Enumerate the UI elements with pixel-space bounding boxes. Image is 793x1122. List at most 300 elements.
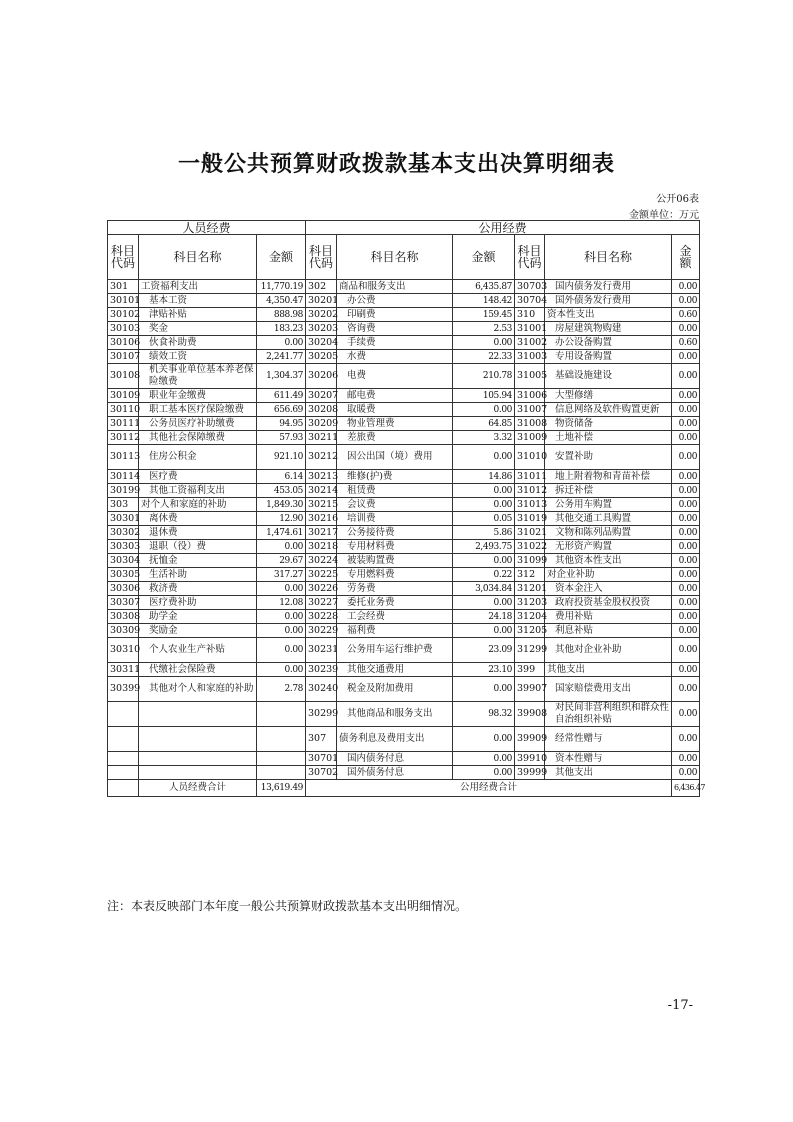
amount-cell: 0.00 — [453, 498, 515, 512]
amount-cell: 23.09 — [453, 638, 515, 663]
code-cell: 30307 — [108, 596, 139, 610]
amount-cell: 105.94 — [453, 389, 515, 403]
code-cell: 31099 — [515, 554, 545, 568]
amount-cell: 23.10 — [453, 663, 515, 677]
code-cell: 312 — [515, 568, 545, 582]
amount-cell: 0.00 — [453, 677, 515, 702]
header-name: 科目名称 — [139, 235, 257, 280]
code-cell: 30106 — [108, 336, 139, 350]
amount-cell: 22.33 — [453, 350, 515, 364]
amount-cell: 2,241.77 — [257, 350, 306, 364]
name-cell: 工会经费 — [337, 610, 453, 624]
code-cell: 31022 — [515, 540, 545, 554]
amount-cell: 453.05 — [257, 484, 306, 498]
amount-cell: 0.00 — [672, 582, 700, 596]
amount-cell: 611.49 — [257, 389, 306, 403]
name-cell: 经常性赠与 — [545, 727, 672, 752]
amount-cell — [257, 752, 306, 766]
table-row — [108, 526, 700, 540]
amount-cell: 1,849.30 — [257, 498, 306, 512]
table-row — [108, 431, 700, 445]
header-amount: 金额 — [257, 235, 306, 280]
name-cell: 费用补贴 — [545, 610, 672, 624]
name-cell: 租赁费 — [337, 484, 453, 498]
amount-cell: 0.00 — [672, 484, 700, 498]
code-cell: 31012 — [515, 484, 545, 498]
amount-cell — [257, 727, 306, 752]
name-cell: 津贴补贴 — [139, 308, 257, 322]
amount-cell: 0.00 — [257, 638, 306, 663]
code-cell: 30218 — [306, 540, 337, 554]
amount-cell: 4,350.47 — [257, 294, 306, 308]
name-cell: 利息补贴 — [545, 624, 672, 638]
name-cell — [139, 702, 257, 727]
code-cell: 30112 — [108, 431, 139, 445]
code-cell: 31009 — [515, 431, 545, 445]
amount-cell: 2.78 — [257, 677, 306, 702]
header-name: 科目名称 — [545, 235, 672, 280]
code-cell: 30239 — [306, 663, 337, 677]
code-cell: 31001 — [515, 322, 545, 336]
amount-cell: 0.00 — [672, 498, 700, 512]
amount-cell: 0.05 — [453, 512, 515, 526]
amount-cell: 317.27 — [257, 568, 306, 582]
code-cell: 30114 — [108, 470, 139, 484]
name-cell: 其他对企业补助 — [545, 638, 672, 663]
amount-cell: 0.60 — [672, 336, 700, 350]
amount-cell: 0.00 — [672, 624, 700, 638]
table-row — [108, 752, 700, 766]
table-row — [108, 554, 700, 568]
table-row — [108, 280, 700, 294]
name-cell: 会议费 — [337, 498, 453, 512]
code-cell: 31203 — [515, 596, 545, 610]
amount-cell: 1,304.37 — [257, 364, 306, 389]
name-cell: 其他资本性支出 — [545, 554, 672, 568]
name-cell: 抚恤金 — [139, 554, 257, 568]
name-cell: 机关事业单位基本养老保险缴费 — [139, 364, 257, 389]
name-cell: 土地补偿 — [545, 431, 672, 445]
name-cell: 职业年金缴费 — [139, 389, 257, 403]
code-cell: 30103 — [108, 322, 139, 336]
name-cell: 对民间非营利组织和群众性自治组织补贴 — [545, 702, 672, 727]
name-cell: 资本金注入 — [545, 582, 672, 596]
amount-cell: 0.00 — [672, 431, 700, 445]
code-cell: 31006 — [515, 389, 545, 403]
name-cell: 债务利息及费用支出 — [337, 727, 453, 752]
name-cell: 其他支出 — [545, 766, 672, 780]
name-cell: 安置补助 — [545, 445, 672, 470]
amount-cell: 0.00 — [672, 294, 700, 308]
table-row — [108, 364, 700, 389]
amount-cell: 3,034.84 — [453, 582, 515, 596]
code-cell: 30226 — [306, 582, 337, 596]
name-cell: 国外债务付息 — [337, 766, 453, 780]
amount-cell: 0.00 — [672, 389, 700, 403]
name-cell: 其他交通工具购置 — [545, 512, 672, 526]
name-cell — [139, 766, 257, 780]
amount-cell: 0.60 — [672, 308, 700, 322]
amount-cell: 24.18 — [453, 610, 515, 624]
code-cell: 31021 — [515, 526, 545, 540]
table-row — [108, 445, 700, 470]
code-cell: 30310 — [108, 638, 139, 663]
code-cell: 30399 — [108, 677, 139, 702]
amount-cell: 14.86 — [453, 470, 515, 484]
name-cell: 被装购置费 — [337, 554, 453, 568]
code-cell: 30108 — [108, 364, 139, 389]
name-cell: 信息网络及软件购置更新 — [545, 403, 672, 417]
code-cell: 30211 — [306, 431, 337, 445]
amount-cell: 0.00 — [453, 766, 515, 780]
name-cell: 其他对个人和家庭的补助 — [139, 677, 257, 702]
code-cell: 302 — [306, 280, 337, 294]
amount-cell: 0.00 — [672, 727, 700, 752]
amount-cell: 0.00 — [672, 540, 700, 554]
code-cell: 31019 — [515, 512, 545, 526]
amount-cell: 6.14 — [257, 470, 306, 484]
amount-cell: 0.00 — [672, 512, 700, 526]
code-cell: 30203 — [306, 322, 337, 336]
footnote: 注：本表反映部门本年度一般公共预算财政拨款基本支出明细情况。 — [107, 899, 468, 913]
name-cell: 离休费 — [139, 512, 257, 526]
amount-cell: 0.22 — [453, 568, 515, 582]
code-cell: 30299 — [306, 702, 337, 727]
table-row — [108, 403, 700, 417]
name-cell: 税金及附加费用 — [337, 677, 453, 702]
code-cell: 30229 — [306, 624, 337, 638]
name-cell: 对企业补助 — [545, 568, 672, 582]
amount-cell: 12.90 — [257, 512, 306, 526]
name-cell: 物资储备 — [545, 417, 672, 431]
code-cell: 30209 — [306, 417, 337, 431]
table-row — [108, 322, 700, 336]
name-cell: 住房公积金 — [139, 445, 257, 470]
code-cell: 30109 — [108, 389, 139, 403]
code-cell: 30111 — [108, 417, 139, 431]
amount-cell: 888.98 — [257, 308, 306, 322]
code-cell: 39910 — [515, 752, 545, 766]
code-cell — [108, 752, 139, 766]
amount-cell — [257, 702, 306, 727]
amount-cell: 0.00 — [257, 624, 306, 638]
code-cell: 30214 — [306, 484, 337, 498]
code-cell: 301 — [108, 280, 139, 294]
name-cell: 国内债务付息 — [337, 752, 453, 766]
code-cell: 399 — [515, 663, 545, 677]
amount-cell: 0.00 — [453, 752, 515, 766]
name-cell: 拆迁补偿 — [545, 484, 672, 498]
code-cell: 30212 — [306, 445, 337, 470]
amount-cell: 0.00 — [672, 470, 700, 484]
amount-cell: 921.10 — [257, 445, 306, 470]
public-total-value: 6,436.47 — [672, 780, 700, 797]
name-cell: 生活补助 — [139, 568, 257, 582]
name-cell: 基本工资 — [139, 294, 257, 308]
name-cell: 因公出国（境）费用 — [337, 445, 453, 470]
amount-cell: 29.67 — [257, 554, 306, 568]
code-cell: 30701 — [306, 752, 337, 766]
amount-cell — [257, 766, 306, 780]
public-total-label: 公用经费合计 — [306, 780, 672, 797]
table-row — [108, 766, 700, 780]
name-cell: 退休费 — [139, 526, 257, 540]
table-row — [108, 294, 700, 308]
unit-label: 金额单位：万元 — [629, 210, 699, 221]
code-cell: 31007 — [515, 403, 545, 417]
amount-cell: 2,493.75 — [453, 540, 515, 554]
name-cell: 电费 — [337, 364, 453, 389]
code-cell: 30231 — [306, 638, 337, 663]
name-cell: 印刷费 — [337, 308, 453, 322]
name-cell: 基础设施建设 — [545, 364, 672, 389]
table-row — [108, 727, 700, 752]
name-cell: 退职（役）费 — [139, 540, 257, 554]
name-cell: 职工基本医疗保险缴费 — [139, 403, 257, 417]
amount-cell: 0.00 — [672, 403, 700, 417]
code-cell: 31205 — [515, 624, 545, 638]
name-cell: 国内债务发行费用 — [545, 280, 672, 294]
amount-cell: 98.32 — [453, 702, 515, 727]
page-number: -17- — [667, 998, 693, 1013]
code-cell: 30110 — [108, 403, 139, 417]
name-cell: 专用燃料费 — [337, 568, 453, 582]
amount-cell: 0.00 — [257, 663, 306, 677]
name-cell: 办公费 — [337, 294, 453, 308]
amount-cell: 0.00 — [453, 554, 515, 568]
amount-cell: 0.00 — [453, 445, 515, 470]
personnel-total-value: 13,619.49 — [257, 780, 306, 797]
name-cell: 福利费 — [337, 624, 453, 638]
code-cell: 30311 — [108, 663, 139, 677]
name-cell: 无形资产购置 — [545, 540, 672, 554]
code-cell: 30309 — [108, 624, 139, 638]
table-row — [108, 336, 700, 350]
code-cell: 30213 — [306, 470, 337, 484]
code-cell: 30216 — [306, 512, 337, 526]
table-row — [108, 677, 700, 702]
code-cell: 30302 — [108, 526, 139, 540]
code-cell: 30217 — [306, 526, 337, 540]
amount-cell: 0.00 — [672, 417, 700, 431]
amount-cell: 1,474.61 — [257, 526, 306, 540]
table-row — [108, 638, 700, 663]
amount-cell: 183.23 — [257, 322, 306, 336]
amount-cell: 148.42 — [453, 294, 515, 308]
name-cell: 个人农业生产补贴 — [139, 638, 257, 663]
name-cell: 房屋建筑物购建 — [545, 322, 672, 336]
amount-cell: 0.00 — [672, 638, 700, 663]
name-cell: 其他支出 — [545, 663, 672, 677]
code-cell: 30702 — [306, 766, 337, 780]
code-cell: 31204 — [515, 610, 545, 624]
header-code: 科目代码 — [515, 235, 545, 280]
table-row — [108, 702, 700, 727]
name-cell: 国家赔偿费用支出 — [545, 677, 672, 702]
name-cell: 培训费 — [337, 512, 453, 526]
table-row — [108, 350, 700, 364]
code-cell: 30228 — [306, 610, 337, 624]
code-cell — [108, 766, 139, 780]
amount-cell: 5.86 — [453, 526, 515, 540]
header-amount: 金额 — [672, 235, 700, 280]
amount-cell: 0.00 — [672, 663, 700, 677]
name-cell: 政府投资基金股权投资 — [545, 596, 672, 610]
code-cell — [108, 702, 139, 727]
table-row — [108, 582, 700, 596]
amount-cell: 0.00 — [257, 610, 306, 624]
code-cell: 39908 — [515, 702, 545, 727]
code-cell: 31010 — [515, 445, 545, 470]
code-cell: 31002 — [515, 336, 545, 350]
header-code: 科目代码 — [108, 235, 139, 280]
amount-cell: 64.85 — [453, 417, 515, 431]
code-cell: 30301 — [108, 512, 139, 526]
code-cell: 30207 — [306, 389, 337, 403]
code-cell: 31013 — [515, 498, 545, 512]
table-row — [108, 498, 700, 512]
code-cell: 307 — [306, 727, 337, 752]
name-cell: 国外债务发行费用 — [545, 294, 672, 308]
code-cell: 31299 — [515, 638, 545, 663]
name-cell: 代缴社会保险费 — [139, 663, 257, 677]
name-cell: 对个人和家庭的补助 — [139, 498, 257, 512]
amount-cell: 0.00 — [257, 582, 306, 596]
name-cell — [139, 727, 257, 752]
table-row — [108, 308, 700, 322]
table-row — [108, 596, 700, 610]
code-cell: 30304 — [108, 554, 139, 568]
amount-cell: 656.69 — [257, 403, 306, 417]
code-cell: 30202 — [306, 308, 337, 322]
table-row — [108, 417, 700, 431]
name-cell: 差旅费 — [337, 431, 453, 445]
amount-cell: 0.00 — [672, 766, 700, 780]
amount-cell: 2.53 — [453, 322, 515, 336]
name-cell: 伙食补助费 — [139, 336, 257, 350]
table-row — [108, 470, 700, 484]
header-code: 科目代码 — [306, 235, 337, 280]
code-cell: 30704 — [515, 294, 545, 308]
code-cell: 303 — [108, 498, 139, 512]
table-row — [108, 568, 700, 582]
table-row — [108, 512, 700, 526]
name-cell: 专用设备购置 — [545, 350, 672, 364]
code-cell: 30101 — [108, 294, 139, 308]
name-cell: 专用材料费 — [337, 540, 453, 554]
code-cell: 39909 — [515, 727, 545, 752]
code-cell: 30206 — [306, 364, 337, 389]
personnel-total-label: 人员经费合计 — [139, 780, 257, 797]
name-cell: 商品和服务支出 — [337, 280, 453, 294]
code-cell: 30107 — [108, 350, 139, 364]
table-row — [108, 540, 700, 554]
code-cell: 30305 — [108, 568, 139, 582]
name-cell: 手续费 — [337, 336, 453, 350]
table-row — [108, 389, 700, 403]
name-cell: 医疗费 — [139, 470, 257, 484]
header-name: 科目名称 — [337, 235, 453, 280]
code-cell: 30215 — [306, 498, 337, 512]
code-cell: 31008 — [515, 417, 545, 431]
code-cell: 30308 — [108, 610, 139, 624]
code-cell: 30703 — [515, 280, 545, 294]
name-cell: 资本性赠与 — [545, 752, 672, 766]
section-public: 公用经费 — [306, 221, 700, 235]
name-cell: 其他商品和服务支出 — [337, 702, 453, 727]
name-cell: 委托业务费 — [337, 596, 453, 610]
code-cell: 30208 — [306, 403, 337, 417]
code-cell: 30227 — [306, 596, 337, 610]
amount-cell: 0.00 — [672, 752, 700, 766]
code-cell: 30102 — [108, 308, 139, 322]
page-title: 一般公共预算财政拨款基本支出决算明细表 — [177, 152, 615, 177]
name-cell: 奖金 — [139, 322, 257, 336]
code-cell: 31005 — [515, 364, 545, 389]
amount-cell: 210.78 — [453, 364, 515, 389]
name-cell: 公务接待费 — [337, 526, 453, 540]
amount-cell: 0.00 — [672, 364, 700, 389]
code-cell: 30113 — [108, 445, 139, 470]
section-personnel: 人员经费 — [108, 221, 306, 235]
name-cell: 资本性支出 — [545, 308, 672, 322]
amount-cell: 0.00 — [672, 702, 700, 727]
code-cell: 39907 — [515, 677, 545, 702]
name-cell: 劳务费 — [337, 582, 453, 596]
name-cell: 物业管理费 — [337, 417, 453, 431]
table-row — [108, 610, 700, 624]
code-cell — [108, 727, 139, 752]
code-cell: 31003 — [515, 350, 545, 364]
name-cell: 公务员医疗补助缴费 — [139, 417, 257, 431]
name-cell: 其他交通费用 — [337, 663, 453, 677]
table-row — [108, 624, 700, 638]
code-cell: 30225 — [306, 568, 337, 582]
amount-cell: 0.00 — [672, 445, 700, 470]
code-cell: 30303 — [108, 540, 139, 554]
amount-cell: 0.00 — [672, 554, 700, 568]
table-row — [108, 484, 700, 498]
amount-cell: 0.00 — [453, 624, 515, 638]
name-cell: 其他工资福利支出 — [139, 484, 257, 498]
code-cell: 30240 — [306, 677, 337, 702]
name-cell: 绩效工资 — [139, 350, 257, 364]
name-cell: 公务用车购置 — [545, 498, 672, 512]
code-cell: 310 — [515, 308, 545, 322]
name-cell — [139, 752, 257, 766]
code-cell: 31201 — [515, 582, 545, 596]
amount-cell: 0.00 — [672, 568, 700, 582]
amount-cell: 0.00 — [672, 610, 700, 624]
code-cell: 30201 — [306, 294, 337, 308]
expenditure-table — [107, 220, 705, 797]
amount-cell: 159.45 — [453, 308, 515, 322]
amount-cell: 0.00 — [453, 596, 515, 610]
table-row — [108, 663, 700, 677]
amount-cell: 6,435.87 — [453, 280, 515, 294]
code-cell: 30199 — [108, 484, 139, 498]
amount-cell: 0.00 — [453, 403, 515, 417]
name-cell: 公务用车运行维护费 — [337, 638, 453, 663]
amount-cell: 0.00 — [672, 280, 700, 294]
amount-cell: 57.93 — [257, 431, 306, 445]
name-cell: 取暖费 — [337, 403, 453, 417]
name-cell: 文物和陈列品购置 — [545, 526, 672, 540]
name-cell: 地上附着物和青苗补偿 — [545, 470, 672, 484]
amount-cell: 0.00 — [257, 336, 306, 350]
name-cell: 其他社会保障缴费 — [139, 431, 257, 445]
header-amount: 金额 — [453, 235, 515, 280]
